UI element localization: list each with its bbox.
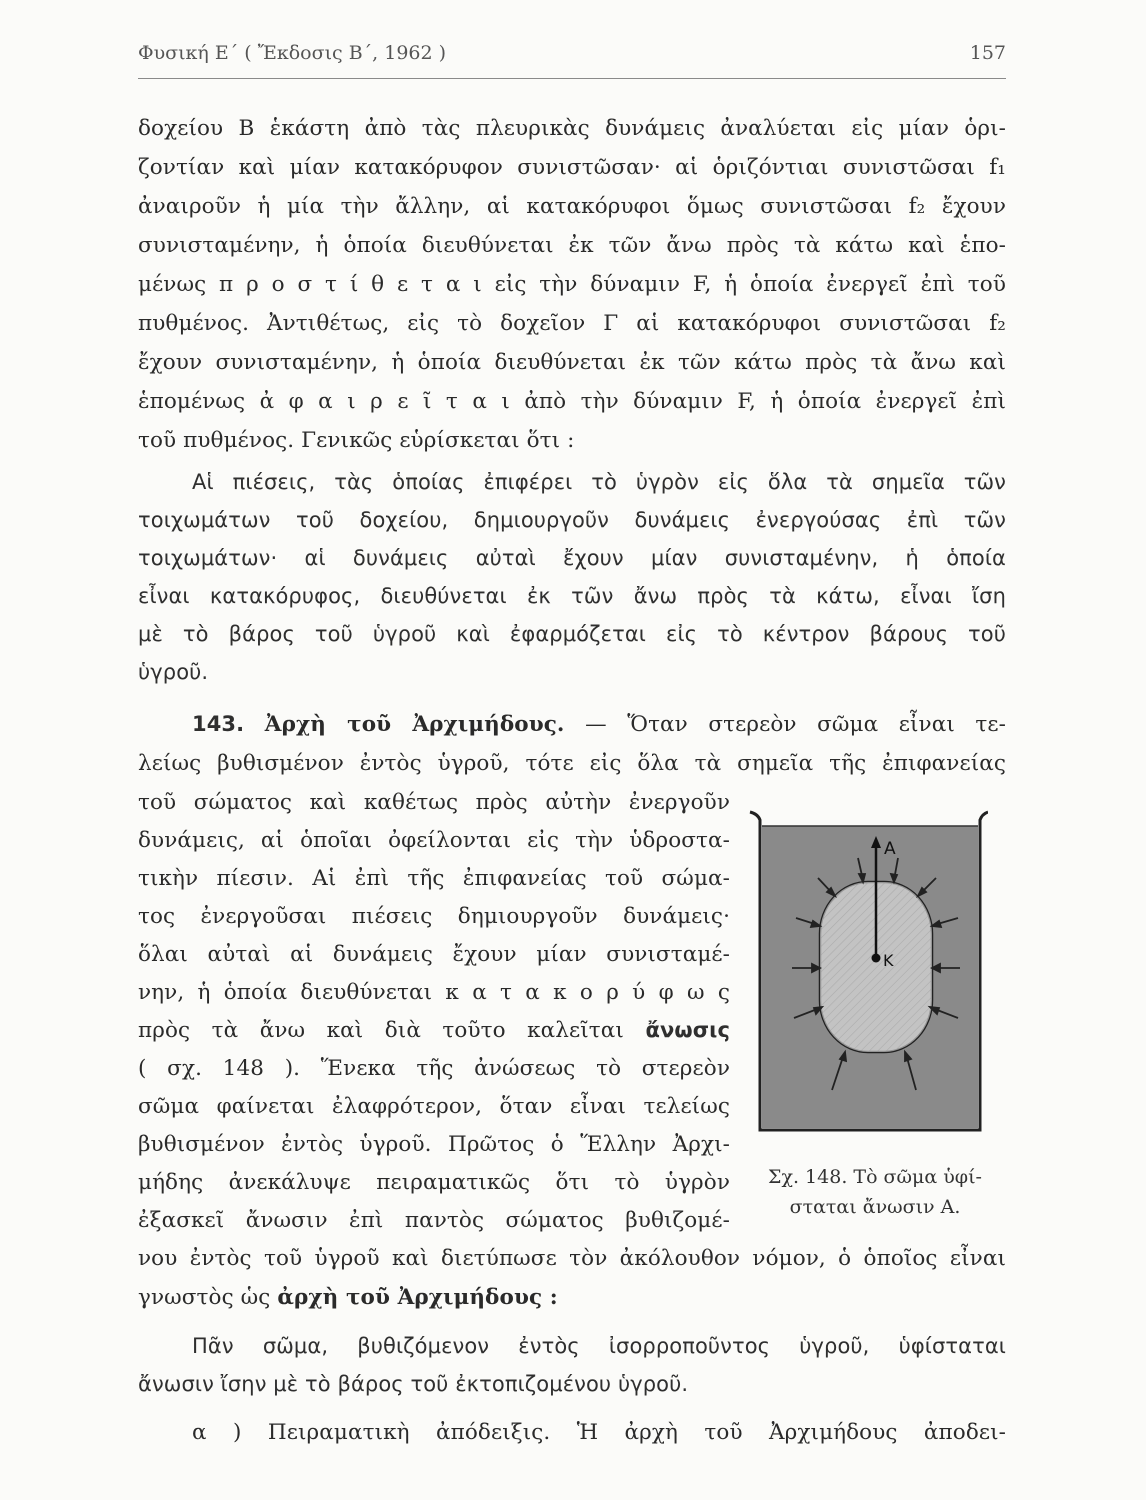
text-fragment: πρὸς τὰ ἄνω καὶ διὰ τοῦτο καλεῖται	[138, 1018, 624, 1043]
law-line: Πᾶν σῶμα, βυθιζόμενον ἐντὸς ἰσορροποῦντος ὑγροῦ, ὑφίσταται	[192, 1334, 1006, 1358]
section-text: — Ὅταν στερεὸν σῶμα εἶναι τε-	[585, 712, 1007, 737]
figure-caption-line: Σχ. 148. Τὸ σῶμα ὑφί-	[768, 1166, 982, 1188]
figure-caption-line: σταται ἄνωσιν Α.	[789, 1196, 961, 1218]
text-line: δυνάμεις, αἱ ὁποῖαι ὀφείλονται εἰς τὴν ὑδροστα-	[138, 828, 730, 853]
text-line: ἀναιροῦν ἡ μία τὴν ἄλλην, αἱ κατακόρυφοι ὅμως συνιστῶσαι f₂ ἔχουν	[138, 194, 1006, 219]
label-k: K	[883, 951, 894, 970]
term-anosis: ἄνωσις	[645, 1018, 731, 1042]
figure-148	[748, 790, 988, 1150]
text-line: βυθισμένον ἐντὸς ὑγροῦ. Πρῶτος ὁ Ἕλλην Ἀρχι-	[138, 1132, 730, 1157]
section-number: 143.	[192, 712, 245, 736]
center-point-k	[872, 954, 881, 963]
text-line: τοῦ πυθμένος. Γενικῶς εὑρίσκεται ὅτι :	[138, 428, 575, 453]
rule-line: εἶναι κατακόρυφος, διευθύνεται ἐκ τῶν ἄνω πρὸς τὰ κάτω, εἶναι ἴση	[138, 584, 1006, 608]
text-line: λείως βυθισμένον ἐντὸς ὑγροῦ, τότε εἰς ὅλα τὰ σημεῖα τῆς ἐπιφανείας	[138, 751, 1006, 776]
rule-line: ὑγροῦ.	[138, 660, 209, 684]
text-line: ὅλαι αὐταὶ αἱ δυνάμεις ἔχουν μίαν συνισταμέ-	[138, 942, 730, 967]
text-line: συνισταμένην, ἡ ὁποία διευθύνεται ἐκ τῶν ἄνω πρὸς τὰ κάτω καὶ ἑπο-	[138, 233, 1006, 258]
text-line: μήδης ἀνεκάλυψε πειραματικῶς ὅτι τὸ ὑγρὸν	[138, 1170, 730, 1195]
label-a: A	[884, 839, 896, 859]
text-line: μένως π ρ ο σ τ ί θ ε τ α ι εἰς τὴν δύναμιν F, ἡ ὁποία ἐνεργεῖ ἐπὶ τοῦ	[138, 272, 1006, 297]
text-line	[138, 1018, 730, 1043]
header-rule	[138, 78, 1006, 79]
text-line: ἔχουν συνισταμένην, ἡ ὁποία διευθύνεται ἐκ τῶν κάτω πρὸς τὰ ἄνω καὶ	[138, 350, 1006, 375]
text-line: ( σχ. 148 ). Ἕνεκα τῆς ἀνώσεως τὸ στερεὸν	[138, 1056, 730, 1081]
rule-line: Αἱ πιέσεις, τὰς ὁποίας ἐπιφέρει τὸ ὑγρὸν εἰς ὅλα τὰ σημεῖα τῶν	[192, 470, 1006, 494]
text-line: νου ἐντὸς τοῦ ὑγροῦ καὶ διετύπωσε τὸν ἀκόλουθον νόμον, ὁ ὁποῖος εἶναι	[138, 1246, 1006, 1271]
running-header	[138, 42, 1006, 76]
text-line: πυθμένος. Ἀντιθέτως, εἰς τὸ δοχεῖον Γ αἱ κατακόρυφοι συνιστῶσαι f₂	[138, 311, 1006, 336]
subsection-line: α ) Πειραματικὴ ἀπόδειξις. Ἡ ἀρχὴ τοῦ Ἀρχιμήδους ἀποδει-	[192, 1420, 1006, 1445]
text-line: ἑπομένως ἀ φ α ι ρ ε ῖ τ α ι ἀπὸ τὴν δύναμιν F, ἡ ὁποία ἐνεργεῖ ἐπὶ	[138, 389, 1006, 414]
law-line: ἄνωσιν ἴσην μὲ τὸ βάρος τοῦ ἐκτοπιζομένου ὑγροῦ.	[138, 1372, 689, 1396]
text-line: ζοντίαν καὶ μίαν κατακόρυφον συνιστῶσαν· αἱ ὁριζόντιαι συνιστῶσαι f₁	[138, 155, 1006, 180]
rule-line: τοιχωμάτων τοῦ δοχείου, δημιουργοῦν δυνάμεις ἐνεργούσας ἐπὶ τῶν	[138, 508, 1006, 532]
archimedes-principle-term: ἀρχὴ τοῦ Ἀρχιμήδους :	[277, 1285, 558, 1310]
text-line: τος ἐνεργοῦσαι πιέσεις δημιουργοῦν δυνάμεις·	[138, 904, 730, 929]
section-heading	[192, 712, 1006, 737]
text-fragment: γνωστὸς ὡς	[138, 1285, 271, 1310]
text-line	[138, 1285, 1006, 1310]
rule-line: τοιχωμάτων· αἱ δυνάμεις αὐταὶ ἔχουν μίαν συνισταμένην, ἡ ὁποία	[138, 546, 1006, 570]
section-title: Ἀρχὴ τοῦ Ἀρχιμήδους.	[264, 712, 565, 737]
text-line: τοῦ σώματος καὶ καθέτως πρὸς αὐτὴν ἐνεργοῦν	[138, 790, 730, 815]
text-line: τικὴν πίεσιν. Αἱ ἐπὶ τῆς ἐπιφανείας τοῦ σώμα-	[138, 866, 730, 891]
text-line: ἐξασκεῖ ἄνωσιν ἐπὶ παντὸς σώματος βυθιζομέ-	[138, 1208, 730, 1233]
text-line: δοχείου Β ἑκάστη ἀπὸ τὰς πλευρικὰς δυνάμεις ἀναλύεται εἰς μίαν ὁρι-	[138, 116, 1006, 141]
header-title: Φυσική Ε΄ ( Ἔκδοσις Β΄, 1962 )	[138, 42, 447, 64]
text-line: σῶμα φαίνεται ἐλαφρότερον, ὅταν εἶναι τελείως	[138, 1094, 730, 1119]
page-number: 157	[969, 42, 1006, 64]
text-line: νην, ἡ ὁποία διευθύνεται κ α τ α κ ο ρ ύ φ ω ς	[138, 980, 730, 1005]
rule-line: μὲ τὸ βάρος τοῦ ὑγροῦ καὶ ἐφαρμόζεται εἰς τὸ κέντρον βάρους τοῦ	[138, 622, 1006, 646]
